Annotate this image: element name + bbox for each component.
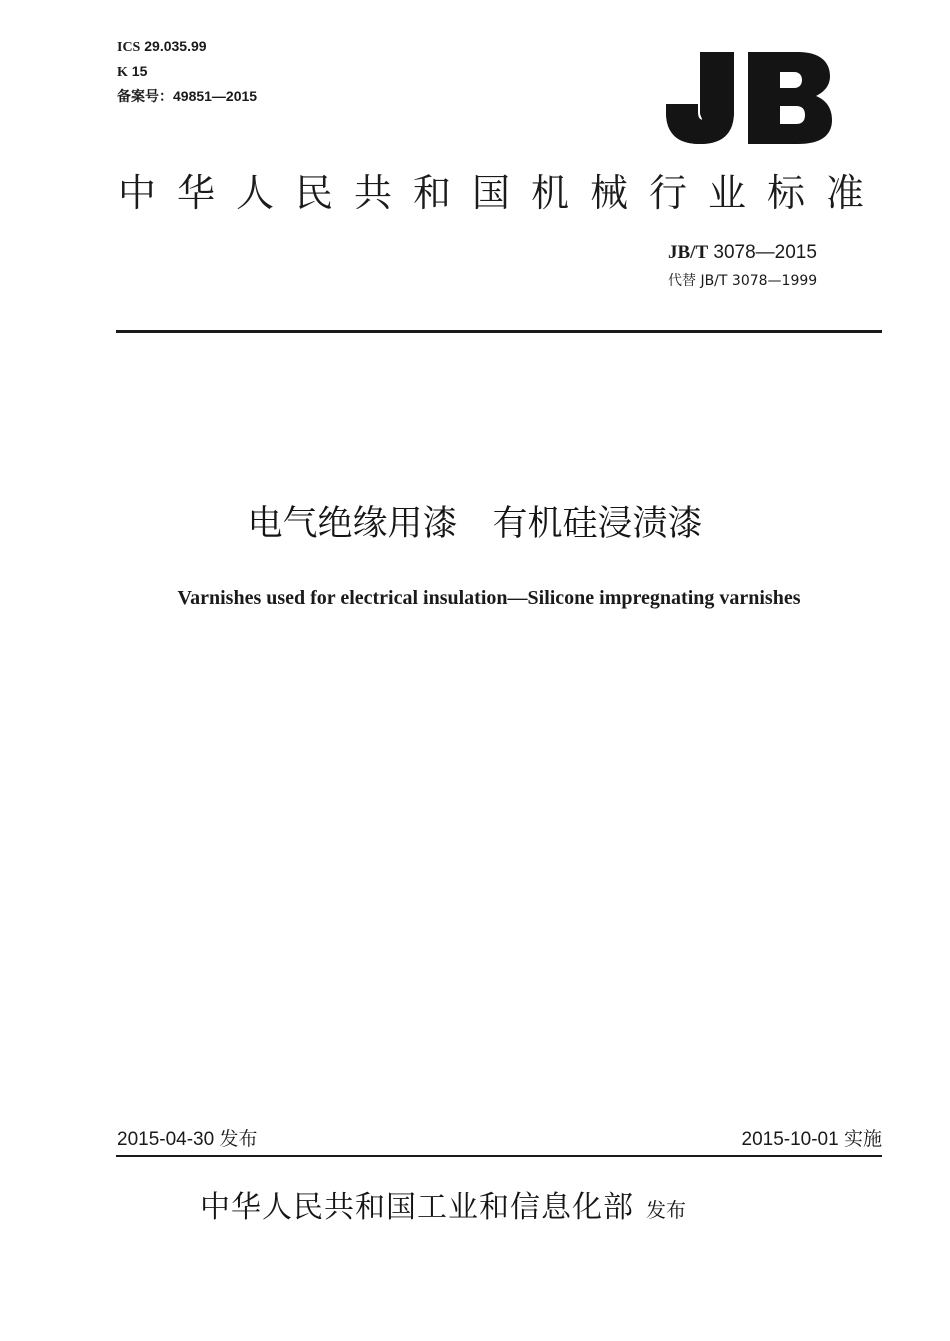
ics-label: ICS [117, 40, 141, 55]
ics-code [117, 38, 207, 56]
footer-divider [116, 1155, 882, 1157]
jb-logo [664, 50, 834, 146]
filing-number [117, 88, 257, 104]
replaces-value: JB/T 3078—1999 [700, 273, 818, 289]
ccs-value: 15 [131, 63, 148, 79]
standard-number-value: 3078—2015 [713, 242, 817, 263]
document-title-en: Varnishes used for electrical insulation—Silicone impregnating varnishes [177, 587, 801, 609]
issuing-authority [200, 1182, 686, 1226]
document-title-cn: 电气绝缘用漆 有机硅浸渍漆 [247, 504, 703, 544]
standard-number [668, 242, 817, 264]
replaces-standard [668, 272, 817, 290]
effective-label: 实施 [843, 1129, 882, 1150]
issuer-name: 中华人民共和国工业和信息化部 [200, 1190, 634, 1225]
ics-value: 29.035.99 [144, 38, 207, 54]
header-divider [116, 330, 882, 333]
ccs-code [117, 63, 147, 81]
replaces-label: 代替 [668, 273, 696, 289]
standard-prefix: JB/T [668, 242, 709, 263]
effective-date [742, 1128, 883, 1152]
ccs-label: K [117, 65, 128, 80]
publish-date [117, 1128, 258, 1152]
publish-label: 发布 [219, 1129, 258, 1150]
effective-date-value: 2015-10-01 [741, 1129, 839, 1150]
filing-label: 备案号： [117, 88, 173, 104]
issuer-action: 发布 [646, 1198, 686, 1222]
national-standard-title: 中华人民共和国机械行业标准 [118, 171, 886, 215]
publish-date-value: 2015-04-30 [117, 1129, 215, 1150]
filing-value: 49851—2015 [173, 88, 258, 104]
